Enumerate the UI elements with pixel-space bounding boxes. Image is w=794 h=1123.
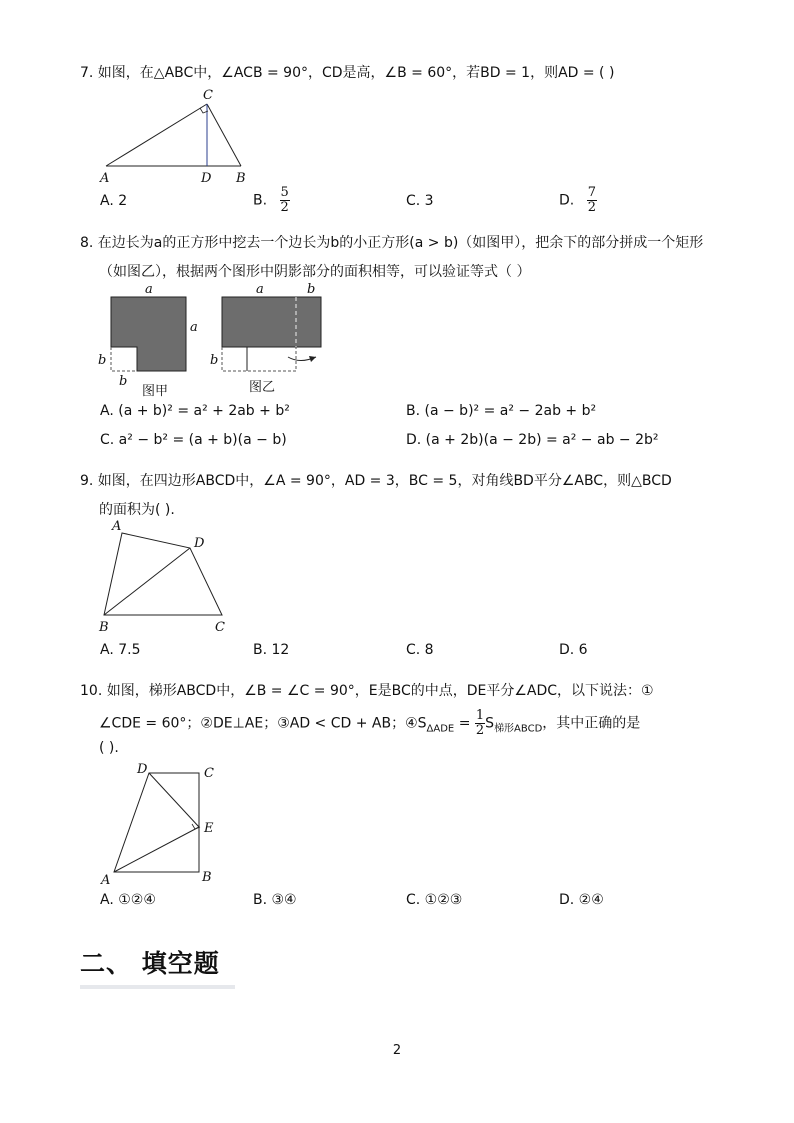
q10-line2-b: S: [485, 715, 495, 732]
q7-option-b-prefix: B.: [253, 192, 268, 209]
q7-stem: 7. 如图，在△ABC中，∠ACB = 90°，CD是高，∠B = 60°，若BD = 1，则AD = ( ): [80, 65, 615, 81]
q7-label-d: D: [201, 171, 212, 186]
q8-yi-caption: 图乙: [249, 380, 276, 395]
q8-jia-label-b-left: b: [98, 353, 107, 368]
q10-line2-a: ∠CDE = 60°；②DE⊥AE；③AD < CD + AB；④S: [99, 715, 427, 732]
q9-line2: 的面积为( ).: [99, 502, 175, 518]
q8-jia-label-a-right: a: [190, 320, 198, 335]
q7-label-b: B: [236, 171, 246, 186]
q7-option-d-prefix: D.: [559, 192, 575, 209]
q7-label-a: A: [100, 171, 110, 186]
q8-yi-label-a: a: [256, 282, 264, 297]
q10-line2-sub2: 梯形ABCD: [494, 723, 543, 735]
q10-line3: ( ).: [99, 740, 119, 756]
q8-option-c[interactable]: C. a² − b² = (a + b)(a − b): [100, 432, 287, 448]
q8-yi-label-b-left: b: [210, 353, 219, 368]
q10-option-b[interactable]: B. ③④: [253, 892, 297, 908]
q7-b-num: 5: [280, 185, 289, 200]
q7-b-den: 2: [280, 200, 289, 215]
q7-option-a[interactable]: A. 2: [100, 193, 128, 209]
q10-line2-c: ，其中正确的是: [542, 715, 641, 732]
q9-option-b[interactable]: B. 12: [253, 642, 290, 658]
q9-label-b: B: [99, 620, 109, 635]
page-number: 2: [392, 1043, 402, 1058]
q8-jia-caption: 图甲: [142, 384, 169, 399]
q8-yi-label-b-top: b: [307, 282, 316, 297]
q10-trapezoid: [114, 773, 200, 872]
q10-frac-den: 2: [475, 723, 485, 738]
q8-line2: （如图乙），根据两个图形中阴影部分的面积相等，可以验证等式（ ）: [99, 264, 531, 280]
q7-option-c[interactable]: C. 3: [406, 193, 434, 209]
q8-option-b[interactable]: B. (a − b)² = a² − 2ab + b²: [406, 403, 597, 419]
q10-line1: 10. 如图，梯形ABCD中，∠B = ∠C = 90°，E是BC的中点，DE平分∠ADC，以下说法：①: [80, 683, 654, 699]
q10-label-a: A: [101, 873, 111, 888]
q10-label-d: D: [137, 762, 148, 777]
q10-frac-num: 1: [475, 708, 485, 723]
q7-label-c: C: [203, 88, 213, 103]
q10-label-b: B: [202, 870, 212, 885]
q10-option-c[interactable]: C. ①②③: [406, 892, 463, 908]
q9-option-a[interactable]: A. 7.5: [100, 642, 141, 658]
section-title: 二、 填空题: [80, 949, 220, 978]
q8-line1: 8. 在边长为a的正方形中挖去一个边长为b的小正方形(a > b)（如图甲），把余下的部分拼成一个矩形: [80, 235, 704, 251]
q10-line2-eq: =: [454, 715, 475, 732]
q10-line2-sub: ΔADE: [426, 723, 455, 735]
q9-option-d[interactable]: D. 6: [559, 642, 588, 658]
q10-option-a[interactable]: A. ①②④: [100, 892, 156, 908]
q9-label-a: A: [112, 519, 122, 534]
q8-jia-label-a-top: a: [145, 282, 153, 297]
q9-option-c[interactable]: C. 8: [406, 642, 434, 658]
q10-label-c: C: [204, 766, 214, 781]
section-underline: [80, 985, 235, 989]
q8-option-a[interactable]: A. (a + b)² = a² + 2ab + b²: [100, 403, 290, 419]
q9-label-c: C: [215, 620, 225, 635]
q8-option-d[interactable]: D. (a + 2b)(a − 2b) = a² − ab − 2b²: [406, 432, 659, 448]
q9-label-d: D: [194, 536, 205, 551]
q8-jia-label-b-bottom: b: [119, 374, 128, 389]
q10-label-e: E: [204, 821, 214, 836]
q7-d-den: 2: [587, 200, 596, 215]
q9-line1: 9. 如图，在四边形ABCD中，∠A = 90°，AD = 3，BC = 5，对角线BD平分∠ABC，则△BCD: [80, 473, 672, 489]
q7-d-num: 7: [587, 185, 596, 200]
q10-option-d[interactable]: D. ②④: [559, 892, 604, 908]
